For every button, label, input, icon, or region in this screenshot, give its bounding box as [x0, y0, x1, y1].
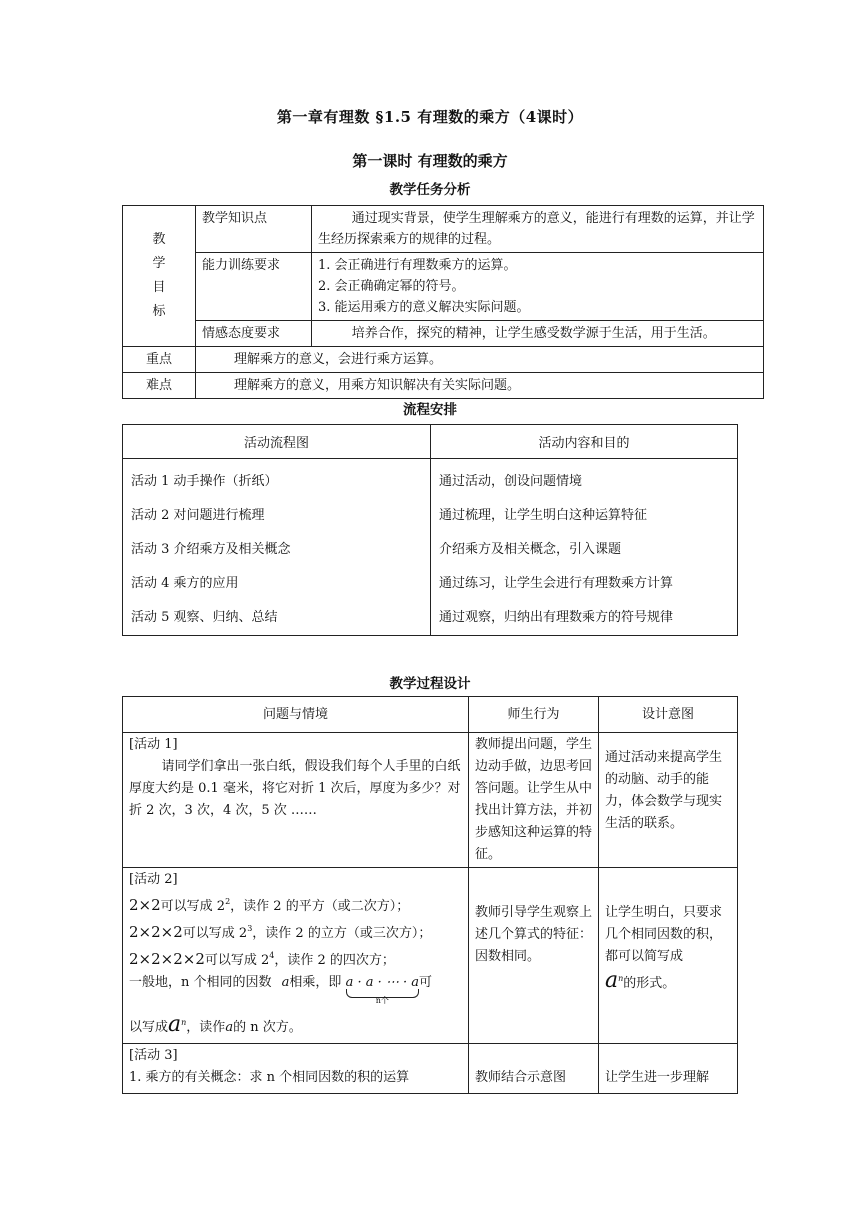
- list-item: 通过观察，归纳出有理数乘方的符号规律: [439, 610, 674, 625]
- process-col-behavior: 师生行为: [469, 697, 599, 733]
- goal-label: 教 学 目 标: [123, 206, 196, 347]
- activity-3-intent: 让学生进一步理解: [599, 1044, 738, 1094]
- task-analysis-table: [122, 205, 764, 399]
- process-col-question: 问题与情境: [123, 697, 469, 733]
- process-col-intent: 设计意图: [599, 697, 738, 733]
- list-item: 活动 1 动手操作（折纸）: [131, 474, 278, 489]
- list-item: 活动 2 对问题进行梳理: [131, 508, 265, 523]
- activity-2-cell: [123, 868, 469, 1044]
- ability-label: 能力训练要求: [196, 253, 312, 321]
- formula-line: 2×2×2可以写成 $2^3$，读作 2 的立方（或三次方）；: [129, 923, 432, 941]
- activity-tag: [活动 2]: [129, 872, 178, 887]
- attitude-label: 情感态度要求: [196, 321, 312, 347]
- activity-3-cell: [123, 1044, 469, 1094]
- list-item: 3. 能运用乘方的意义解决实际问题。: [318, 300, 530, 315]
- key-point-text: 理解乘方的意义，会进行乘方运算。: [196, 347, 764, 373]
- activity-tag: [活动 1]: [129, 737, 178, 752]
- list-item: 通过梳理，让学生明白这种运算特征: [439, 508, 648, 523]
- flow-col-purpose: 活动内容和目的: [431, 425, 738, 459]
- attitude-text: 培养合作，探究的精神，让学生感受数学源于生活，用于生活。: [312, 321, 764, 347]
- activity-1-teacher: 教师提出问题，学生边动手做，边思考回答问题。让学生从中找出计算方法，并初步感知这种运算的特征。: [469, 733, 599, 868]
- difficulty-label: 难点: [123, 373, 196, 399]
- key-point-label: 重点: [123, 347, 196, 373]
- flow-purpose-column: [431, 459, 738, 636]
- difficulty-text: 理解乘方的意义，用乘方知识解决有关实际问题。: [196, 373, 764, 399]
- ability-list: [312, 253, 764, 321]
- formula-line: 2×2×2×2可以写成 $2^4$，读作 2 的四次方；: [129, 950, 395, 968]
- list-item: 活动 4 乘方的应用: [131, 576, 239, 591]
- activity-2-teacher: 教师引导学生观察上述几个算式的特征：因数相同。: [469, 868, 599, 1044]
- list-item: 活动 3 介绍乘方及相关概念: [131, 542, 291, 557]
- lesson-title: 第一课时 有理数的乘方: [352, 152, 508, 170]
- activity-1-text: 请同学们拿出一张白纸，假设我们每个人手里的白纸厚度大约是 0.1 毫米，将它对折 1 次后，厚度为多少？对折 2 次，3 次，4 次，5 次 ……: [129, 759, 461, 818]
- flow-activity-column: [123, 459, 431, 636]
- list-item: 1. 会正确进行有理数乘方的运算。: [318, 258, 517, 273]
- formula-line: 一般地，n 个相同的因数 a相乘，即 a · a · ⋯ · a n个 可: [129, 972, 462, 1012]
- activity-3-teacher: 教师结合示意图: [469, 1044, 599, 1094]
- knowledge-label: 教学知识点: [196, 206, 312, 253]
- flow-heading: 流程安排: [403, 402, 457, 418]
- list-item: 2. 会正确确定幂的符号。: [318, 279, 465, 294]
- process-table: [122, 696, 738, 1094]
- document-title: 第一章有理数 §1.5 有理数的乘方（4课时）: [276, 108, 584, 126]
- process-heading: 教学过程设计: [389, 676, 471, 692]
- list-item: 通过活动，创设问题情境: [439, 474, 583, 489]
- formula-line: 以写成$a^n$，读作a的 n 次方。: [129, 1012, 302, 1037]
- knowledge-text: 通过现实背景，使学生理解乘方的意义，能进行有理数的运算，并让学生经历探索乘方的规律的过程。: [312, 206, 764, 253]
- underbrace-expression: a · a · ⋯ · a n个: [345, 975, 420, 1005]
- activity-1-intent: 通过活动来提高学生的动脑、动手的能力，体会数学与现实生活的联系。: [599, 733, 738, 868]
- activity-2-intent: 让学生明白，只要求几个相同因数的积，都可以简写成 $a^n$的形式。: [599, 868, 738, 1044]
- list-item: 活动 5 观察、归纳、总结: [131, 610, 278, 625]
- activity-3-text: 1. 乘方的有关概念：求 n 个相同因数的积的运算: [129, 1070, 410, 1085]
- activity-tag: [活动 3]: [129, 1048, 178, 1063]
- list-item: 通过练习，让学生会进行有理数乘方计算: [439, 576, 674, 591]
- flow-table: [122, 424, 738, 636]
- list-item: 介绍乘方及相关概念，引入课题: [439, 542, 622, 557]
- task-analysis-heading: 教学任务分析: [389, 182, 471, 198]
- activity-1-cell: [123, 733, 469, 868]
- flow-col-activity: 活动流程图: [123, 425, 431, 459]
- formula-line: 2×2可以写成 $2^2$，读作 2 的平方（或二次方）；: [129, 896, 410, 914]
